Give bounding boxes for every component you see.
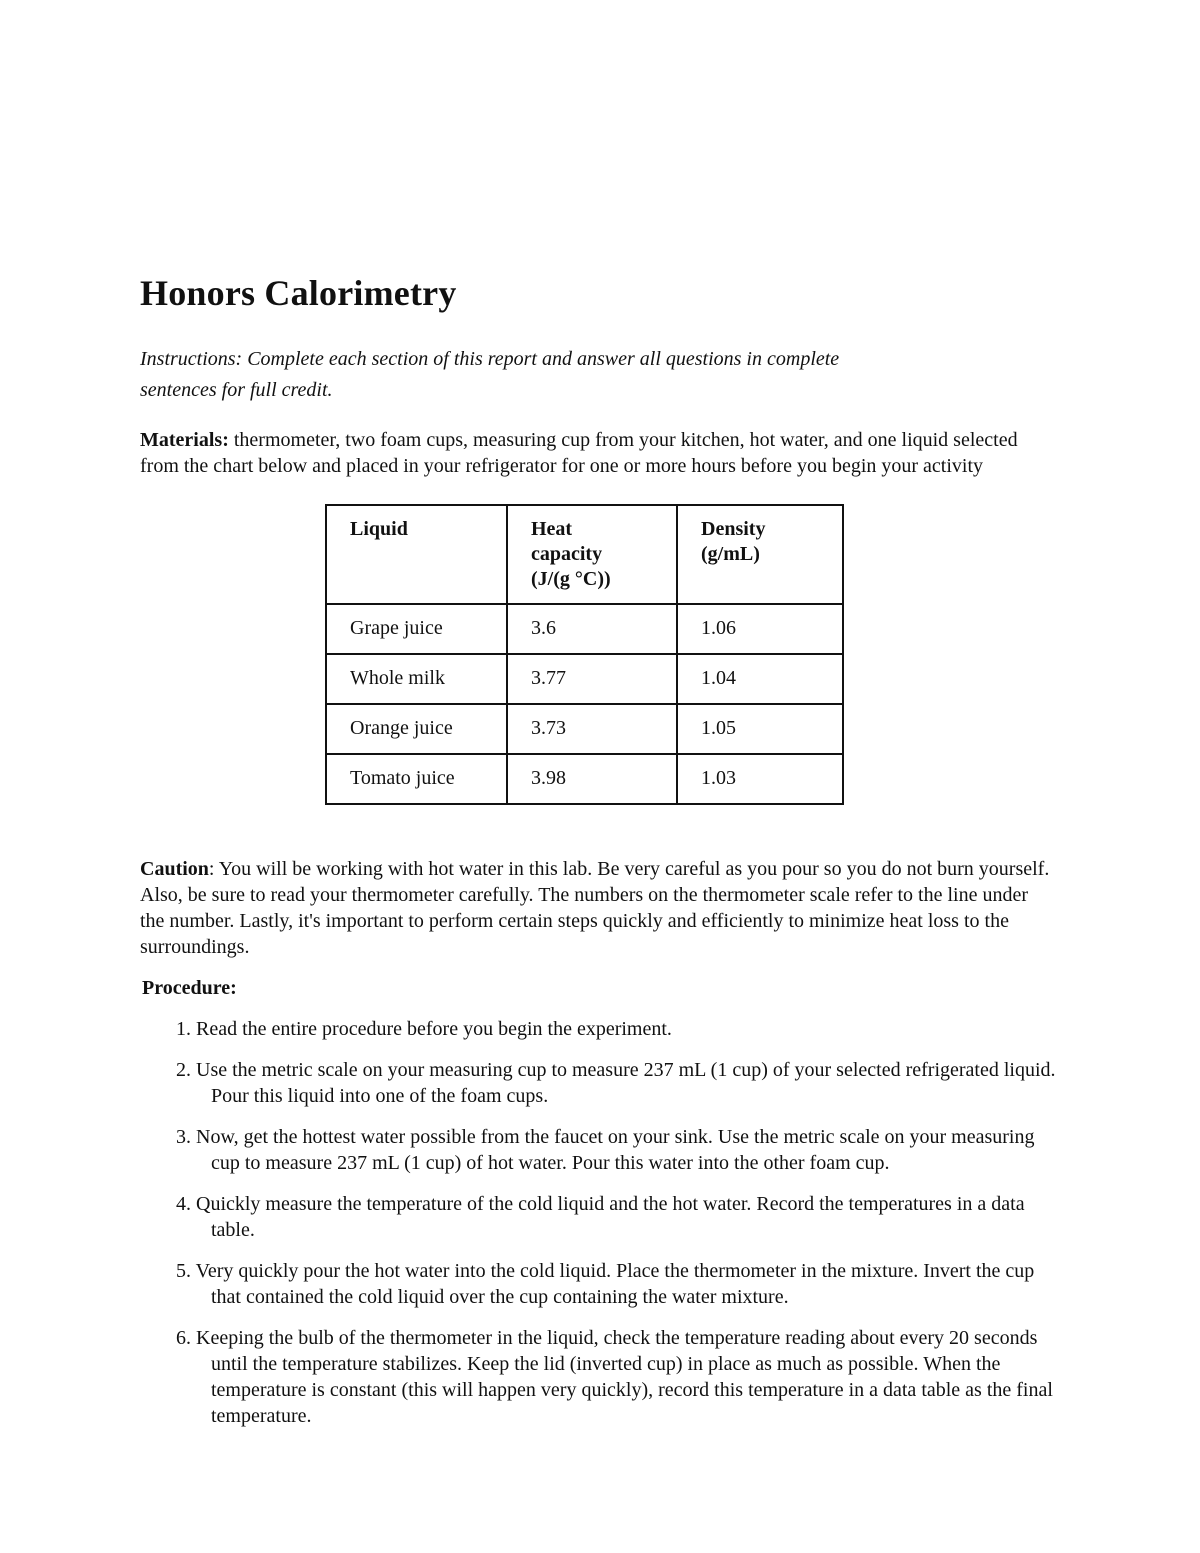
header-density: Density (g/mL)	[677, 505, 843, 604]
step-number: 2.	[176, 1059, 191, 1081]
table-cell: 3.98	[507, 754, 677, 804]
table-cell: 3.77	[507, 654, 677, 704]
list-item	[176, 1258, 1056, 1310]
caution-label: Caution	[140, 858, 209, 880]
step-text: Quickly measure the temperature of the cold liquid and the hot water. Record the temperatures in a data table.	[196, 1193, 1025, 1241]
procedure-heading: Procedure:	[142, 977, 237, 999]
list-item	[176, 1016, 1056, 1042]
list-item	[176, 1057, 1056, 1109]
list-item	[176, 1124, 1056, 1176]
materials-label: Materials:	[140, 429, 229, 451]
step-text: Use the metric scale on your measuring cup to measure 237 mL (1 cup) of your selected refrigerated liquid. Pour this liquid into one of the foam cups.	[196, 1059, 1056, 1107]
caution-text: : You will be working with hot water in this lab. Be very careful as you pour so you do not burn yourself. Also, be sure to read your thermometer carefully. The numbers on the thermometer scale refer to the line under the number. Lastly, it's important to perform certain steps quickly and efficiently to minimize heat loss to the surroundings.	[140, 858, 1050, 958]
table-cell: 1.06	[677, 604, 843, 654]
table-cell: 3.73	[507, 704, 677, 754]
liquids-table	[325, 504, 844, 805]
header-liquid: Liquid	[326, 505, 507, 604]
step-text: Now, get the hottest water possible from the faucet on your sink. Use the metric scale on your measuring cup to measure 237 mL (1 cup) of hot water. Pour this water into the other foam cup.	[196, 1126, 1035, 1174]
table-cell: 1.03	[677, 754, 843, 804]
table-header-row	[326, 505, 843, 604]
table-cell: 1.05	[677, 704, 843, 754]
materials-text: thermometer, two foam cups, measuring cup from your kitchen, hot water, and one liquid selected from the chart below and placed in your refrigerator for one or more hours before you begin your activity	[140, 429, 1018, 477]
instructions-text: Instructions: Complete each section of this report and answer all questions in complete sentences for full credit.	[140, 348, 840, 401]
table-row	[326, 754, 843, 804]
caution-paragraph	[140, 856, 1050, 960]
step-number: 6.	[176, 1327, 191, 1349]
table-row	[326, 654, 843, 704]
materials-paragraph	[140, 428, 1060, 479]
procedure-steps	[176, 1016, 1056, 1444]
header-heat-capacity: Heat capacity (J/(g °C))	[507, 505, 677, 604]
table-cell: Tomato juice	[326, 754, 507, 804]
step-number: 3.	[176, 1126, 191, 1148]
table-row	[326, 604, 843, 654]
table-cell: 3.6	[507, 604, 677, 654]
table-cell: Whole milk	[326, 654, 507, 704]
table-cell: Grape juice	[326, 604, 507, 654]
step-number: 1.	[176, 1018, 191, 1040]
step-number: 5.	[176, 1260, 191, 1282]
step-text: Keeping the bulb of the thermometer in the liquid, check the temperature reading about every 20 seconds until the temperature stabilizes. Keep the lid (inverted cup) in place as much as possible. When the temperature is constant (this will happen very quickly), record this temperature in a data table as the final temperature.	[196, 1327, 1053, 1427]
table-cell: 1.04	[677, 654, 843, 704]
table-row	[326, 704, 843, 754]
table-cell: Orange juice	[326, 704, 507, 754]
step-text: Read the entire procedure before you begin the experiment.	[196, 1018, 672, 1040]
list-item	[176, 1325, 1056, 1429]
page-title: Honors Calorimetry	[140, 273, 457, 313]
step-number: 4.	[176, 1193, 191, 1215]
step-text: Very quickly pour the hot water into the cold liquid. Place the thermometer in the mixture. Invert the cup that contained the cold liquid over the cup containing the water mixture.	[195, 1260, 1035, 1308]
list-item	[176, 1191, 1056, 1243]
